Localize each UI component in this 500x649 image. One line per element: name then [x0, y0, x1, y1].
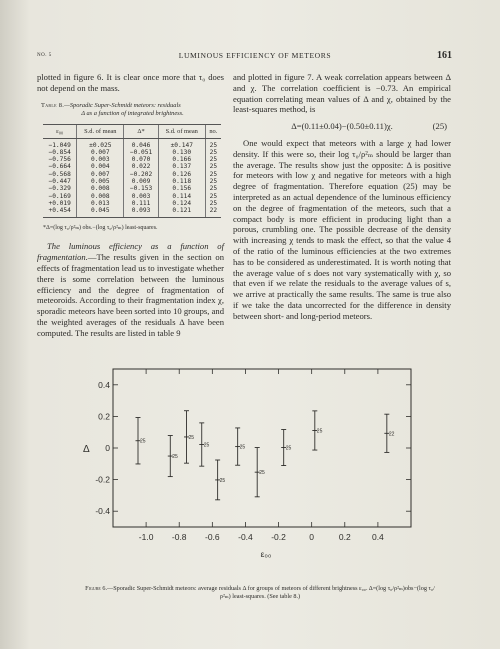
table-row — [43, 193, 221, 200]
x-tick-label: -0.4 — [238, 532, 253, 542]
table-cell: 0.007 — [77, 149, 124, 156]
x-tick-label: 0 — [309, 532, 315, 542]
running-title: LUMINOUS EFFICIENCY OF METEORS — [178, 51, 332, 60]
table-cell: 0.045 — [77, 207, 124, 217]
point-count-label: 25 — [239, 444, 246, 451]
table-cell: 0.111 — [124, 200, 158, 207]
point-count-label: 25 — [219, 477, 226, 484]
table-cell: −0.447 — [48, 178, 71, 186]
x-tick-label: -1.0 — [138, 532, 154, 542]
table-caption-label: Table 8. — [41, 101, 65, 109]
plot-frame — [113, 369, 411, 527]
point-count-label: 25 — [316, 428, 323, 435]
table-cell: 0.022 — [124, 163, 158, 170]
table-cell: −0.329 — [48, 185, 71, 193]
paragraph-2: One would expect that meteors with a large χ had lower density. If this were so, their log τ₀/ρ²ₘ should be larger than the average. The results show just the opposite: Δ is positive for meteors with low χ and negative for meteors with a high degree of fragmentation. Therefore equation (25) may be interpreted as an actual dependence of the luminous efficiency on the degree of fragmentation of the meteors, such that a compact body is more efficient in producing light than a porous, crumbling one. The possible decrease of the density with increasing χ tends to mask the effect, so that the value 4 of the ratio of the luminous efficiencies at the two extremes has to be considered as underestimated. It is worth noting that the average value of s does not vary systematically with χ, so that even if we relate the residuals to the average values of s, we arrive at practically the same results. The same is true also if we take the data uncorrected for the difference in density between short- and long-period meteors. — [233, 137, 451, 321]
equation-number: (25) — [432, 121, 447, 132]
table-row — [43, 178, 221, 185]
intro-paragraph: plotted in figure 6. It is clear once more that τ₀ does not depend on the mass. — [37, 72, 224, 93]
table-cell: 0.008 — [77, 193, 124, 200]
table-cell: 0.156 — [158, 185, 205, 192]
section-paragraph — [37, 241, 224, 338]
section-body: —The results given in the section on effects of fragmentation lead us to investigate whether there is some correlation between the luminous efficiency and the degree of fragmentation of meteoroids. According to their fragmentation index χ, sporadic meteors have been sorted into 10 groups, and the weighted averages of the residuals Δ have been computed. The results are listed in table 9 — [37, 252, 224, 338]
table-cell: 25 — [205, 178, 221, 185]
section-heading: The luminous efficiency as a function of fragmentation. — [37, 241, 224, 263]
table-cell: 0.007 — [77, 171, 124, 178]
table-caption-title: —Sporadic Super-Schmidt meteors: residuals — [64, 101, 181, 109]
table-cell: −0.202 — [124, 171, 158, 178]
col-header-sd2: S.d. of mean — [158, 124, 205, 138]
right-column — [233, 72, 451, 322]
y-axis-label: Δ — [83, 444, 90, 455]
table-cell: −0.169 — [48, 192, 71, 200]
point-count-label: 25 — [203, 442, 210, 449]
point-count-label: 25 — [285, 445, 292, 452]
x-tick-label: 0.2 — [338, 532, 351, 542]
table-cell: −0.756 — [48, 156, 71, 164]
table-cell: 0.003 — [77, 156, 124, 163]
table-header-row — [43, 124, 221, 138]
running-head — [0, 50, 500, 64]
table-cell: 25 — [205, 171, 221, 178]
table-cell: ±0.025 — [77, 138, 124, 149]
page-number: 161 — [437, 50, 452, 61]
table-cell: 25 — [205, 138, 221, 149]
table-cell: 0.003 — [124, 193, 158, 200]
col-header-no: no. — [205, 124, 221, 138]
figure-caption-text: —Sporadic Super-Schmidt meteors: average residuals Δ for groups of meteors of different brightness ε₀₀. Δ=(log τ₀/ρ²ₘ)obs−(log τ₀/ρ²ₘ) least-squares. (See table 8.) — [107, 585, 435, 600]
table-row — [43, 207, 221, 217]
table-cell: 0.114 — [158, 193, 205, 200]
point-count-label: 25 — [172, 454, 178, 461]
table-cell: 0.130 — [158, 149, 205, 156]
table-cell: 25 — [205, 149, 221, 156]
x-tick-label: -0.8 — [171, 532, 187, 542]
table-cell: −1.049 — [48, 141, 71, 149]
equation-text: Δ=(0.11±0.04)−(0.50±0.11)χ. — [291, 121, 393, 132]
table-cell: 0.137 — [158, 163, 205, 170]
table-cell: 0.070 — [124, 156, 158, 163]
table-cell: 25 — [205, 200, 221, 207]
y-tick-label: 0 — [105, 443, 110, 453]
residuals-table — [43, 124, 221, 218]
table-cell: 0.009 — [124, 178, 158, 185]
table-cell: −0.568 — [48, 170, 71, 178]
table-cell: 0.008 — [77, 185, 124, 192]
table-cell: ±0.147 — [158, 138, 205, 149]
table-cell: −0.051 — [124, 149, 158, 156]
table-cell: −0.854 — [48, 148, 71, 156]
paragraph-1: and plotted in figure 7. A weak correlation appears between Δ and χ. The correlation coefficient is −0.73. An empirical equation correlating mean values of Δ and χ, obtained by the least-squares method, is — [233, 72, 451, 115]
table-cell: 22 — [205, 207, 221, 217]
table-body — [43, 138, 221, 217]
table-cell: 0.118 — [158, 178, 205, 185]
table-caption — [37, 102, 224, 118]
col-header-delta: Δ* — [124, 124, 158, 138]
table-cell: 25 — [205, 185, 221, 192]
table-cell: 25 — [205, 156, 221, 163]
point-count-label: 25 — [259, 470, 265, 477]
table-cell: −0.153 — [124, 185, 158, 192]
equation-25 — [233, 121, 451, 132]
table-row — [43, 149, 221, 156]
table-cell: 0.046 — [124, 138, 158, 149]
point-count-label: 25 — [139, 438, 146, 445]
table-row — [43, 171, 221, 178]
point-count-label: 25 — [188, 434, 195, 441]
issue-number: NO. 5 — [37, 53, 52, 58]
table-cell: 0.013 — [77, 200, 124, 207]
table-cell: 0.004 — [77, 163, 124, 170]
x-tick-label: 0.4 — [371, 532, 384, 542]
table-footnote: *Δ=(log τ₀/ρ²ₘ) obs.−(log τ₀/ρ²ₘ) least-squares. — [43, 224, 158, 231]
y-tick-label: -0.2 — [95, 474, 110, 485]
figure-caption — [80, 585, 440, 601]
table-cell: +0.454 — [43, 207, 77, 217]
table-row — [43, 185, 221, 192]
x-tick-label: -0.6 — [205, 532, 220, 542]
col-header-eps: ε₀₀ — [43, 124, 77, 138]
left-column — [37, 72, 224, 339]
figure-6-chart — [83, 357, 443, 585]
table-cell: 0.121 — [158, 207, 205, 217]
table-cell: 25 — [205, 163, 221, 170]
table-row — [43, 200, 221, 207]
table-cell: 0.166 — [158, 156, 205, 163]
table-row — [43, 138, 221, 149]
table-cell: 0.124 — [158, 200, 205, 207]
y-tick-label: -0.4 — [95, 506, 110, 517]
point-count-label: 22 — [388, 431, 395, 438]
figure-caption-label: Figure 6. — [85, 585, 108, 592]
x-axis-label: ε₀₀ — [260, 549, 272, 559]
table-cell: 25 — [205, 193, 221, 200]
table-cell: 0.005 — [77, 178, 124, 185]
y-tick-label: 0.2 — [98, 411, 110, 422]
x-tick-label: -0.2 — [271, 532, 286, 542]
table-cell: 0.093 — [124, 207, 158, 217]
table-row — [43, 163, 221, 170]
col-header-sd1: S.d. of mean — [77, 124, 124, 138]
y-tick-label: 0.4 — [98, 379, 110, 390]
table-cell: −0.664 — [48, 163, 71, 171]
table-cell: 0.126 — [158, 171, 205, 178]
table-cell: +0.019 — [48, 199, 71, 207]
table-caption-sub: Δ as a function of integrated brightness. — [81, 109, 184, 117]
table-row — [43, 156, 221, 163]
